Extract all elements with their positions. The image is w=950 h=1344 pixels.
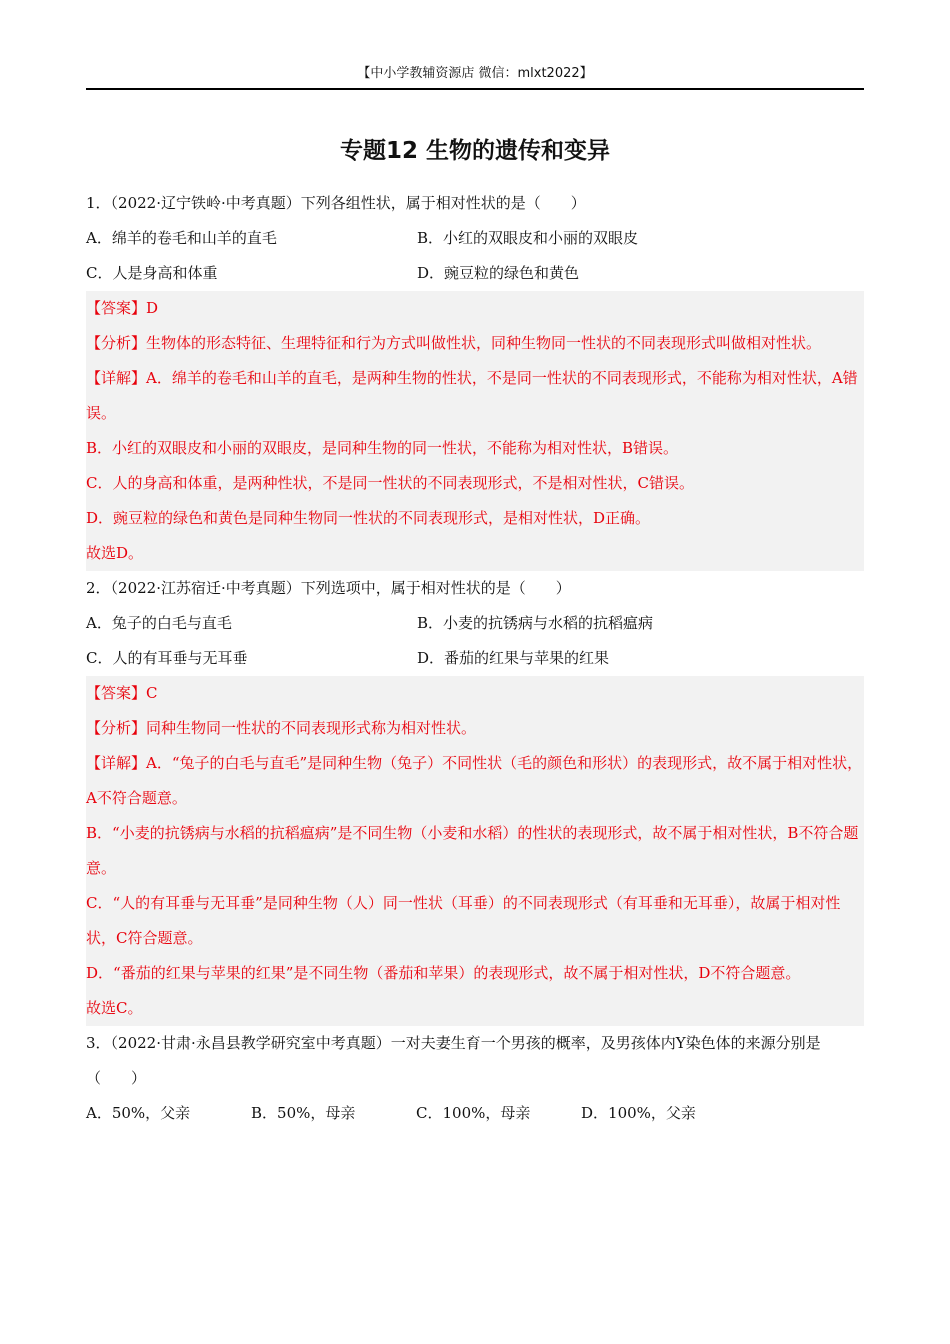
option-c: C．人的有耳垂与无耳垂 — [86, 649, 248, 667]
analysis-text: 【分析】生物体的形态特征、生理特征和行为方式叫做性状，同种生物同一性状的不同表现形式叫做相对性状。 — [86, 334, 822, 352]
answer-line: 【答案】C — [86, 684, 158, 702]
question-2 — [86, 571, 864, 1026]
answer-line: 【答案】D — [86, 299, 159, 317]
detail-line: B．小红的双眼皮和小丽的双眼皮，是同种生物的同一性状，不能称为相对性状，B错误。 — [86, 439, 679, 457]
detail-line: D．“番茄的红果与苹果的红果”是不同生物（番茄和苹果）的表现形式，故不属于相对性状，D不符合题意。 — [86, 964, 801, 982]
analysis-text: 【分析】同种生物同一性状的不同表现形式称为相对性状。 — [86, 719, 477, 737]
detail-line: 【详解】A．“兔子的白毛与直毛”是同种生物（兔子）不同性状（毛的颜色和形状）的表现形式，故不属于相对性状，A不符合题意。 — [86, 754, 863, 807]
conclusion-line: 故选C。 — [86, 999, 143, 1017]
question-list — [86, 186, 864, 1131]
option-a: A．兔子的白毛与直毛 — [86, 614, 232, 632]
question-3 — [86, 1026, 864, 1131]
options-row — [86, 1096, 864, 1131]
option-c: C．人是身高和体重 — [86, 264, 218, 282]
options-row — [86, 606, 864, 641]
detail-line: 【详解】A．绵羊的卷毛和山羊的直毛，是两种生物的性状，不是同一性状的不同表现形式，不能称为相对性状，A错误。 — [86, 369, 858, 422]
detail-line: C．“人的有耳垂与无耳垂”是同种生物（人）同一性状（耳垂）的不同表现形式（有耳垂和无耳垂），故属于相对性状，C符合题意。 — [86, 894, 841, 947]
question-stem: 3．（2022·甘肃·永昌县教学研究室中考真题）一对夫妻生育一个男孩的概率，及男孩体内Y染色体的来源分别是（ ） — [86, 1034, 821, 1087]
option-b: B．50%，母亲 — [251, 1104, 356, 1122]
option-b: B．小麦的抗锈病与水稻的抗稻瘟病 — [417, 614, 654, 632]
detail-line: C．人的身高和体重，是两种性状，不是同一性状的不同表现形式，不是相对性状，C错误。 — [86, 474, 694, 492]
options-row — [86, 641, 864, 676]
detail-line: D．豌豆粒的绿色和黄色是同种生物同一性状的不同表现形式，是相对性状，D正确。 — [86, 509, 651, 527]
option-a: A．绵羊的卷毛和山羊的直毛 — [86, 229, 277, 247]
option-c: C．100%，母亲 — [416, 1104, 531, 1122]
page-title: 专题12 生物的遗传和变异 — [339, 138, 610, 164]
option-d: D．豌豆粒的绿色和黄色 — [417, 264, 580, 282]
question-stem: 1．（2022·辽宁铁岭·中考真题）下列各组性状，属于相对性状的是（ ） — [86, 194, 586, 212]
question-stem: 2．（2022·江苏宿迁·中考真题）下列选项中，属于相对性状的是（ ） — [86, 579, 571, 597]
option-b: B．小红的双眼皮和小丽的双眼皮 — [417, 229, 639, 247]
question-1 — [86, 186, 864, 571]
answer-block — [86, 291, 864, 571]
option-d: D．番茄的红果与苹果的红果 — [417, 649, 610, 667]
answer-block — [86, 676, 864, 1026]
option-a: A．50%，父亲 — [86, 1104, 191, 1122]
detail-line: B．“小麦的抗锈病与水稻的抗稻瘟病”是不同生物（小麦和水稻）的性状的表现形式，故不属于相对性状，B不符合题意。 — [86, 824, 859, 877]
option-d: D．100%，父亲 — [581, 1104, 696, 1122]
options-row — [86, 221, 864, 256]
options-row — [86, 256, 864, 291]
page-header: 【中小学教辅资源店 微信：mlxt2022】 — [86, 64, 864, 90]
conclusion-line: 故选D。 — [86, 544, 144, 562]
